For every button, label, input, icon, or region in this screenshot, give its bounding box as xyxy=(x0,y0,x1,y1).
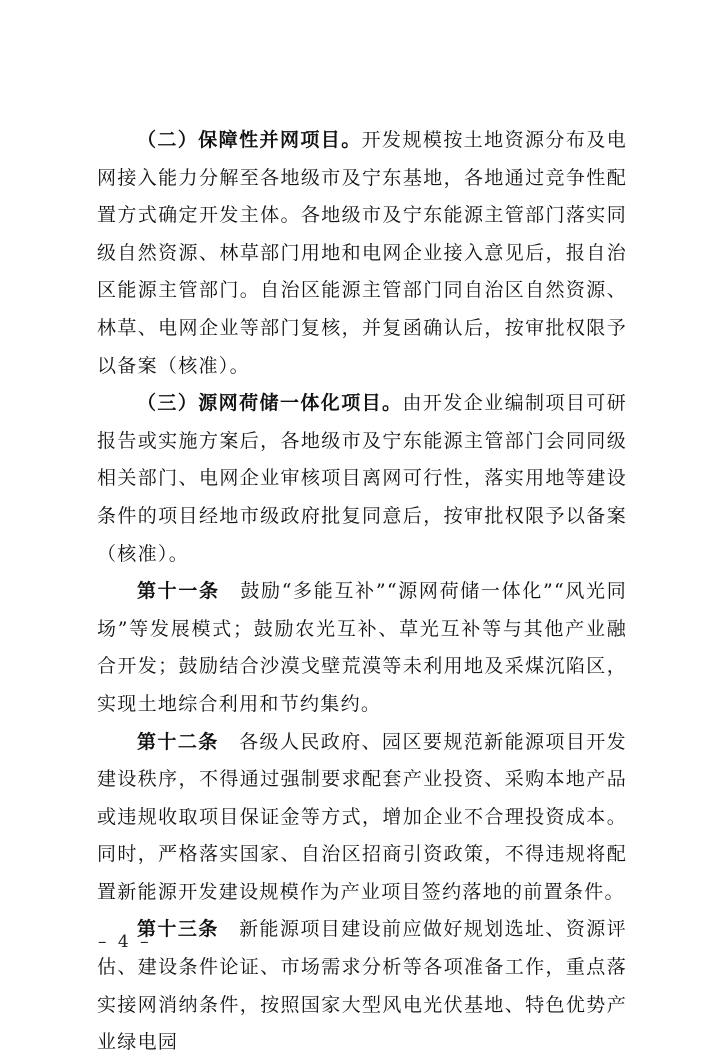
paragraph-text: 新能源项目建设前应做好规划选址、资源评估、建设条件论证、市场需求分析等各项准备工作，重点落实接网消纳条件，按照国家大型风电光伏基地、特色优势产业绿电园 xyxy=(97,918,627,1054)
article-heading: 第十二条 xyxy=(137,730,219,753)
paragraph-article-11 xyxy=(97,573,627,723)
paragraph-text: 由开发企业编制项目可研报告或实施方案后，各地级市及宁东能源主管部门会同同级相关部门、电网企业审核项目离网可行性，落实用地等建设条件的项目经地市级政府批复同意后，按审批权限予以备案（核准）。 xyxy=(97,392,627,565)
paragraph-article-13 xyxy=(97,911,627,1061)
paragraph-text: 各级人民政府、园区要规范新能源项目开发建设秩序，不得通过强制要求配套产业投资、采购本地产品或违规收取项目保证金等方式，增加企业不合理投资成本。同时，严格落实国家、自治区招商引资政策，不得违规将配置新能源开发建设规模作为产业项目签约落地的前置条件。 xyxy=(97,730,627,903)
paragraph-source-grid-load-storage-projects xyxy=(97,385,627,573)
article-heading: 第十一条 xyxy=(137,580,220,603)
article-heading: 第十三条 xyxy=(137,918,219,941)
paragraph-heading: （三）源网荷储一体化项目。 xyxy=(137,392,403,415)
paragraph-heading: （二）保障性并网项目。 xyxy=(137,129,362,151)
paragraph-article-12 xyxy=(97,724,627,912)
paragraph-text: 鼓励“多能互补”“源网荷储一体化”“风光同场”等发展模式；鼓励农光互补、草光互补等与其他产业融合开发；鼓励结合沙漠戈壁荒漠等未利用地及采煤沉陷区，实现土地综合利用和节约集约。 xyxy=(97,580,627,715)
paragraph-text: 开发规模按土地资源分布及电网接入能力分解至各地级市及宁东基地，各地通过竞争性配置方式确定开发主体。各地级市及宁东能源主管部门落实同级自然资源、林草部门用地和电网企业接入意见后，报自治区能源主管部门。自治区能源主管部门同自治区自然资源、林草、电网企业等部门复核，并复函确认后，按审批权限予以备案（核准）。 xyxy=(97,129,627,377)
paragraph-guaranteed-grid-projects xyxy=(97,122,627,385)
document-body xyxy=(97,122,627,1062)
page-number: – 4 – xyxy=(98,932,152,952)
